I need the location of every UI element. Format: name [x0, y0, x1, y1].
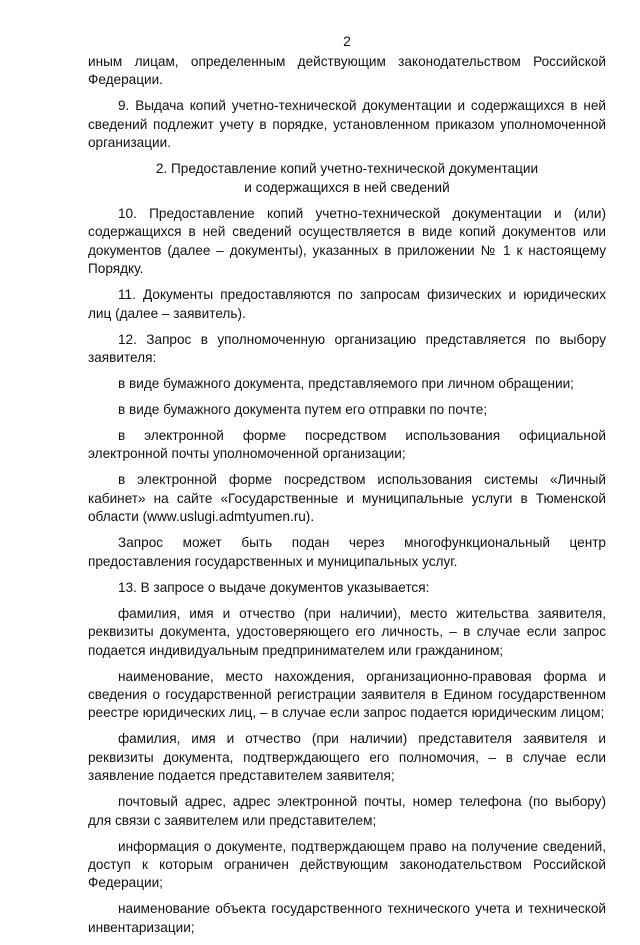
- paragraph-request-legal-entity: наименование, место нахождения, организационно-правовая форма и сведения о государственной регистрации заявителя в Едином государственном реестре юридических лиц, – в случае если запрос подается юридическим лицом;: [88, 668, 606, 721]
- paragraph-request-representative: фамилия, имя и отчество (при наличии) представителя заявителя и реквизиты документа, подтверждающего его полномочия, – в случае если заявление подается представителем заявителя;: [88, 731, 606, 784]
- paragraph-request-individual: фамилия, имя и отчество (при наличии), место жительства заявителя, реквизиты документа, удостоверяющего его личность, – в случае если запрос подается индивидуальным предпринимателем или гражданином;: [88, 605, 606, 658]
- paragraph-item-11: 11. Документы предоставляются по запросам физических и юридических лиц (далее – заявитель).: [88, 287, 606, 321]
- section-heading-line-2: и содержащихся в ней сведений: [244, 179, 450, 195]
- paragraph-request-access-document: информация о документе, подтверждающем право на получение сведений, доступ к которым ограничен действующим законодательством Российской Федерации;: [88, 838, 606, 891]
- paragraph-item-12: 12. Запрос в уполномоченную организацию представляется по выбору заявителя:: [88, 331, 606, 366]
- paragraph-mfc: Запрос может быть подан через многофункциональный центр предоставления государственных и муниципальных услуг.: [88, 535, 606, 569]
- section-heading-line-1: 2. Предоставление копий учетно-технической документации: [155, 161, 539, 177]
- paragraph-option-paper-mail: в виде бумажного документа путем его отправки по почте;: [118, 402, 488, 418]
- section-heading: [88, 160, 606, 197]
- paragraph-continuation: иным лицам, определенным действующим законодательством Российской Федерации.: [88, 54, 606, 88]
- paragraph-item-10: 10. Предоставление копий учетно-технической документации и (или) содержащихся в ней сведений осуществляется в виде копий документов или документов (далее – документы), указанных в приложении № 1 к настоящему Порядку.: [88, 206, 606, 277]
- paragraph-request-contacts: почтовый адрес, адрес электронной почты, номер телефона (по выбору) для связи с заявителем или представителем;: [88, 794, 606, 828]
- paragraph-option-electronic-cabinet: в электронной форме посредством использования системы «Личный кабинет» на сайте «Государственные и муниципальные услуги в Тюменской области (www.uslugi.admtyumen.ru).: [88, 472, 606, 525]
- paragraph-option-electronic-email: в электронной форме посредством использования официальной электронной почты уполномоченной организации;: [88, 428, 606, 462]
- paragraph-item-13: 13. В запросе о выдаче документов указывается:: [118, 579, 430, 595]
- paragraph-item-9: 9. Выдача копий учетно-технической документации и содержащихся в ней сведений подлежит учету в порядке, установленном приказом уполномоченной организации.: [88, 98, 606, 151]
- paragraph-request-object-name: наименование объекта государственного технического учета и технической инвентаризации;: [88, 901, 606, 935]
- paragraph-option-paper-personal: в виде бумажного документа, представляемого при личном обращении;: [118, 376, 574, 392]
- document-body: [88, 53, 606, 945]
- page-number: 2: [343, 33, 351, 49]
